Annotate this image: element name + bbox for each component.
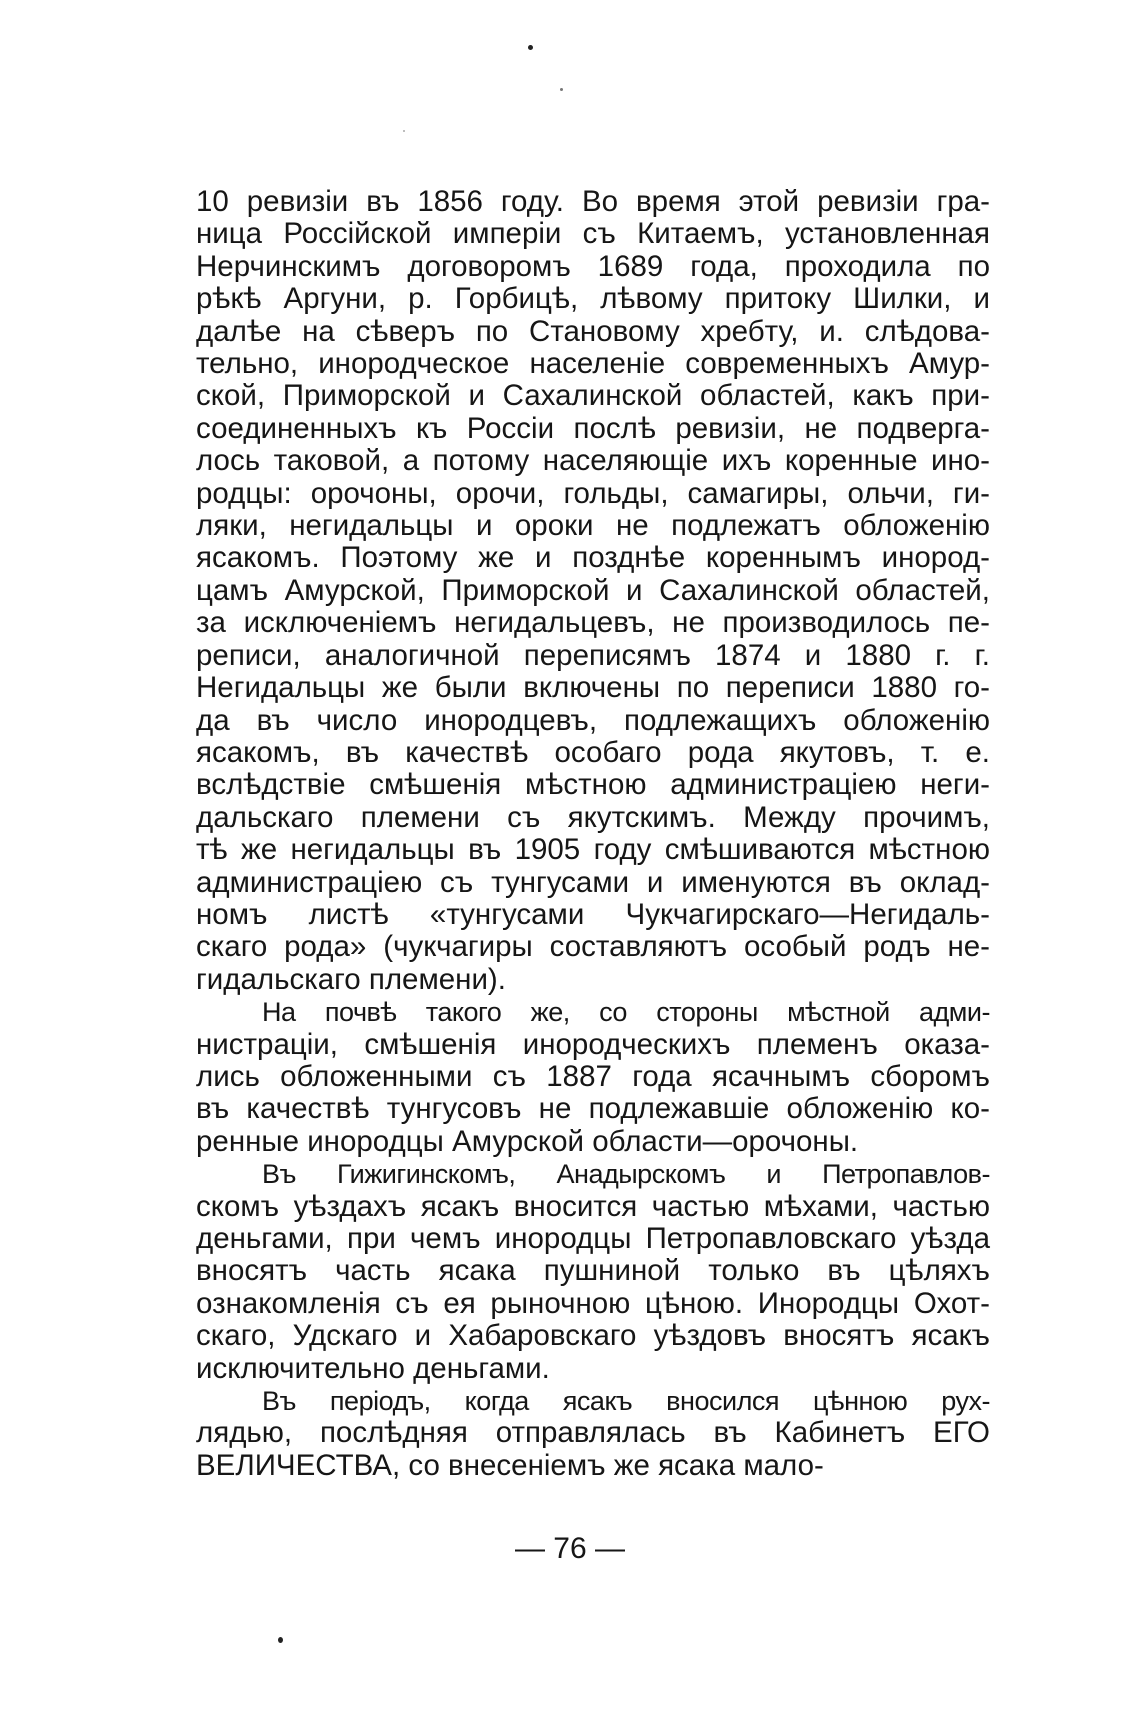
ink-speck	[560, 88, 563, 91]
page-number: — 76 —	[514, 1532, 626, 1565]
paragraph	[196, 1158, 990, 1385]
text-line: реписи, аналогичной переписямъ 1874 и 1880 г. г.	[196, 638, 990, 672]
text-line: скаго рода» (чукчагиры составляютъ особый родъ не-	[196, 930, 990, 964]
text-line: соединенныхъ къ Россіи послѣ ревизіи, не подверга-	[196, 411, 990, 445]
ink-speck	[278, 1637, 283, 1643]
text-line: Нерчинскимъ договоромъ 1689 года, проходила по	[196, 249, 990, 283]
text-line: лось таковой, а потому населяющіе ихъ коренные ино-	[196, 444, 990, 478]
text-line: лись обложенными съ 1887 года ясачнымъ сборомъ	[196, 1059, 990, 1093]
text-line: скаго, Удскаго и Хабаровскаго уѣздовъ вносятъ ясакъ	[196, 1319, 990, 1353]
text-line: скомъ уѣздахъ ясакъ вносится частью мѣхами, частью	[196, 1189, 990, 1223]
text-line: ознакомленія съ ея рыночною цѣною. Инородцы Охот-	[196, 1286, 990, 1320]
text-line: ренные инородцы Амурской области—орочоны.	[196, 1124, 859, 1158]
paragraph	[196, 1385, 990, 1482]
text-line: ВЕЛИЧЕСТВА, со внесеніемъ же ясака мало-	[196, 1448, 824, 1482]
text-line: тельно, инородческое населеніе современныхъ Амур-	[196, 347, 990, 381]
text-line: вслѣдствіе смѣшенія мѣстною администраціею неги-	[196, 768, 990, 802]
body-text	[196, 186, 990, 1482]
text-line: Въ Гижигинскомъ, Анадырскомъ и Петропавлов-	[262, 1159, 990, 1190]
text-line: Негидальцы же были включены по переписи 1880 го-	[196, 671, 990, 705]
text-line: далѣе на сѣверъ по Становому хребту, и. слѣдова-	[196, 314, 990, 348]
text-line: гидальскаго племени).	[196, 962, 506, 996]
paragraph	[196, 996, 990, 1158]
paragraph	[196, 186, 990, 996]
text-line: рѣкѣ Аргуни, р. Горбицѣ, лѣвому притоку Шилки, и	[196, 282, 990, 316]
text-line: администраціею съ тунгусами и именуются въ оклад-	[196, 865, 990, 899]
text-line: вносятъ часть ясака пушниной только въ цѣляхъ	[196, 1254, 990, 1288]
text-line: за исключеніемъ негидальцевъ, не производилось пе-	[196, 606, 990, 640]
ink-speck	[528, 45, 533, 50]
text-line: номъ листѣ «тунгусами Чукчагирскаго—Негидаль-	[196, 897, 990, 931]
text-line: ляки, негидальцы и ороки не подлежатъ обложенію	[196, 509, 990, 543]
text-line: родцы: орочоны, орочи, гольды, самагиры, ольчи, ги-	[196, 476, 990, 510]
text-line: ясакомъ. Поэтому же и позднѣе кореннымъ инород-	[196, 541, 990, 575]
text-line: цамъ Амурской, Приморской и Сахалинской областей,	[196, 573, 990, 607]
text-line: дальскаго племени съ якутскимъ. Между прочимъ,	[196, 800, 990, 834]
text-line: На почвѣ такого же, со стороны мѣстной адми-	[262, 997, 990, 1028]
text-line: да въ число инородцевъ, подлежащихъ обложенію	[196, 703, 990, 737]
text-line: исключительно деньгами.	[196, 1351, 550, 1385]
text-line: ясакомъ, въ качествѣ особаго рода якутовъ, т. е.	[196, 735, 990, 769]
text-line: въ качествѣ тунгусовъ не подлежавшіе обложенію ко-	[196, 1092, 990, 1126]
text-line: ница Россійской имперіи съ Китаемъ, установленная	[196, 217, 990, 251]
ink-speck	[403, 130, 405, 132]
text-line: Въ періодъ, когда ясакъ вносился цѣнною рух-	[262, 1386, 990, 1417]
text-line: лядью, послѣдняя отправлялась въ Кабинетъ ЕГО	[196, 1416, 990, 1450]
text-line: 10 ревизіи въ 1856 году. Во время этой ревизіи гра-	[196, 185, 990, 218]
text-line: тѣ же негидальцы въ 1905 году смѣшиваются мѣстною	[196, 833, 990, 867]
text-line: деньгами, при чемъ инородцы Петропавловскаго уѣзда	[196, 1222, 990, 1255]
text-line: нистраціи, смѣшенія инородческихъ племенъ оказа-	[196, 1027, 990, 1061]
text-line: ской, Приморской и Сахалинской областей, какъ при-	[196, 379, 990, 413]
